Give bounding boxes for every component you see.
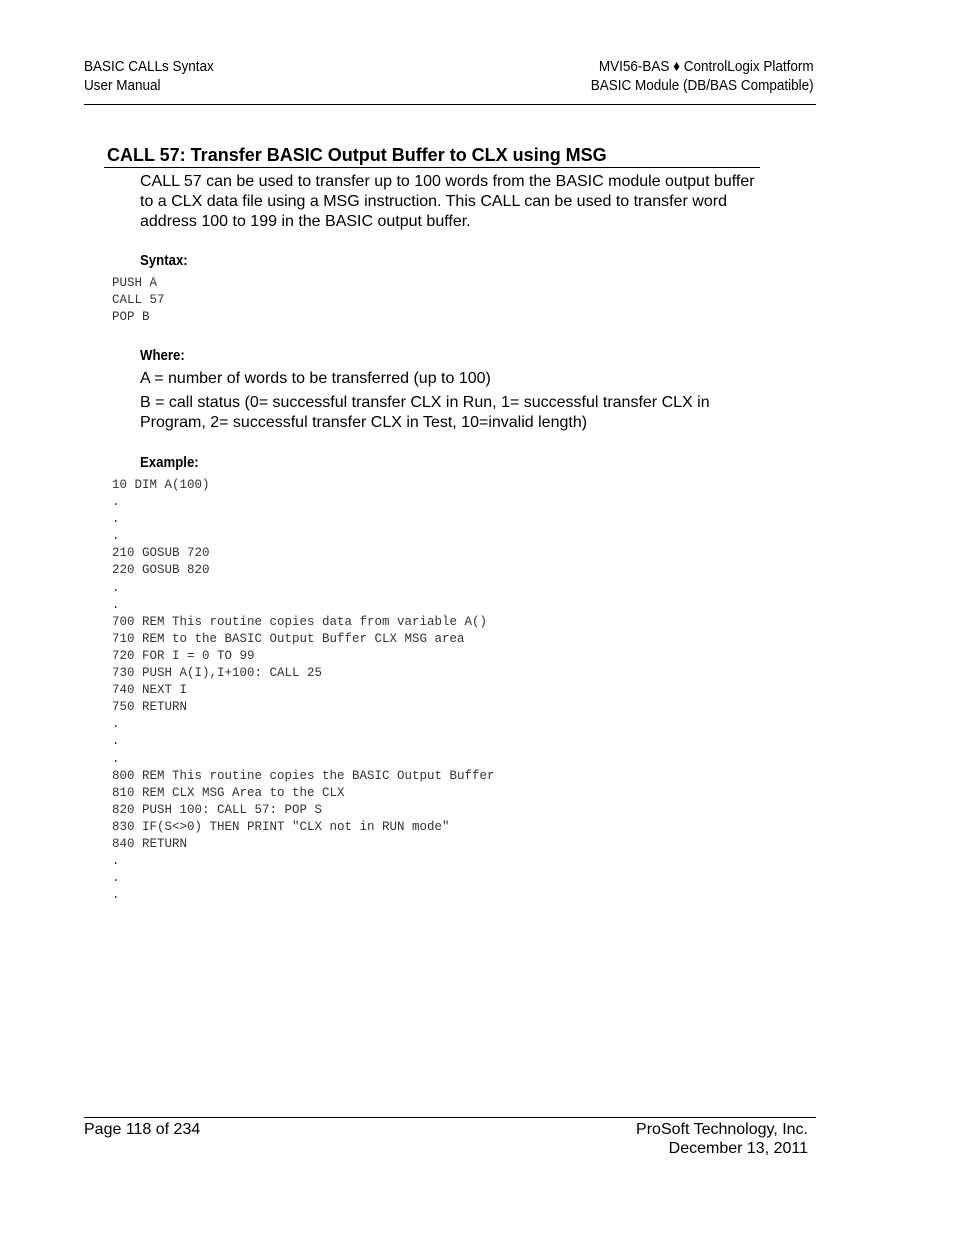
example-code-line: 730 PUSH A(I),I+100: CALL 25 bbox=[112, 666, 323, 681]
header-doc-type: User Manual bbox=[84, 77, 161, 94]
example-code-line: 10 DIM A(100) bbox=[112, 478, 210, 492]
example-code-line: 220 GOSUB 820 bbox=[112, 563, 210, 578]
example-code-line: 720 FOR I = 0 TO 99 bbox=[112, 648, 255, 663]
syntax-code-line: PUSH A bbox=[112, 276, 158, 290]
header-right bbox=[591, 57, 814, 95]
example-code-line: . bbox=[112, 871, 120, 886]
example-code-line: . bbox=[112, 529, 120, 544]
title-rule-extension bbox=[104, 167, 107, 168]
syntax-code-line: POP B bbox=[112, 310, 150, 325]
example-code-line: . bbox=[112, 597, 120, 612]
example-code-line: 750 RETURN bbox=[112, 700, 188, 715]
example-code-line: . bbox=[112, 854, 120, 869]
example-code-line: 800 REM This routine copies the BASIC Output Buffer bbox=[112, 768, 495, 783]
header-rule bbox=[84, 104, 816, 105]
section-title: CALL 57: Transfer BASIC Output Buffer to CLX using MSG bbox=[107, 144, 760, 168]
syntax-code-line: CALL 57 bbox=[112, 293, 165, 308]
example-code-block bbox=[112, 477, 495, 904]
example-code-line: . bbox=[112, 495, 120, 510]
footer-page-number: Page 118 of 234 bbox=[84, 1121, 201, 1138]
header-module: BASIC Module (DB/BAS Compatible) bbox=[591, 77, 814, 94]
footer-date: December 13, 2011 bbox=[668, 1140, 808, 1157]
example-code-line: . bbox=[112, 734, 120, 749]
example-code-line: . bbox=[112, 751, 120, 766]
footer-right bbox=[636, 1120, 808, 1158]
header-section-name: BASIC CALLs Syntax bbox=[84, 58, 214, 75]
example-code-line: . bbox=[112, 512, 120, 527]
where-heading: Where: bbox=[140, 347, 185, 364]
footer-company: ProSoft Technology, Inc. bbox=[636, 1121, 808, 1138]
example-code-line: . bbox=[112, 717, 120, 732]
example-code-line: 820 PUSH 100: CALL 57: POP S bbox=[112, 802, 323, 817]
example-code-line: 840 RETURN bbox=[112, 836, 188, 851]
syntax-heading: Syntax: bbox=[140, 252, 188, 269]
example-code-line: 830 IF(S<>0) THEN PRINT "CLX not in RUN mode" bbox=[112, 819, 450, 834]
example-code-line: 210 GOSUB 720 bbox=[112, 546, 210, 561]
example-code-line: 700 REM This routine copies data from variable A() bbox=[112, 614, 488, 629]
header-product: MVI56-BAS ♦ ControlLogix Platform bbox=[599, 58, 814, 75]
example-code-line: 710 REM to the BASIC Output Buffer CLX MSG area bbox=[112, 631, 465, 646]
example-code-line: . bbox=[112, 888, 120, 903]
example-code-line: 740 NEXT I bbox=[112, 683, 188, 698]
where-item-b: B = call status (0= successful transfer CLX in Run, 1= successful transfer CLX in Program, 2= successful transfer CLX in Test, 10=invalid length) bbox=[140, 394, 710, 431]
example-code-line: . bbox=[112, 580, 120, 595]
syntax-code-block bbox=[112, 275, 165, 326]
example-heading: Example: bbox=[140, 454, 199, 471]
intro-paragraph: CALL 57 can be used to transfer up to 100 words from the BASIC module output buffer to a CLX data file using a MSG instruction. This CALL can be used to transfer word address 100 to 199 in the BASIC output buffer. bbox=[140, 173, 755, 230]
example-code-line: 810 REM CLX MSG Area to the CLX bbox=[112, 785, 345, 800]
header-left bbox=[84, 57, 214, 95]
footer-rule bbox=[84, 1117, 816, 1118]
where-item-a: A = number of words to be transferred (up to 100) bbox=[140, 370, 491, 387]
